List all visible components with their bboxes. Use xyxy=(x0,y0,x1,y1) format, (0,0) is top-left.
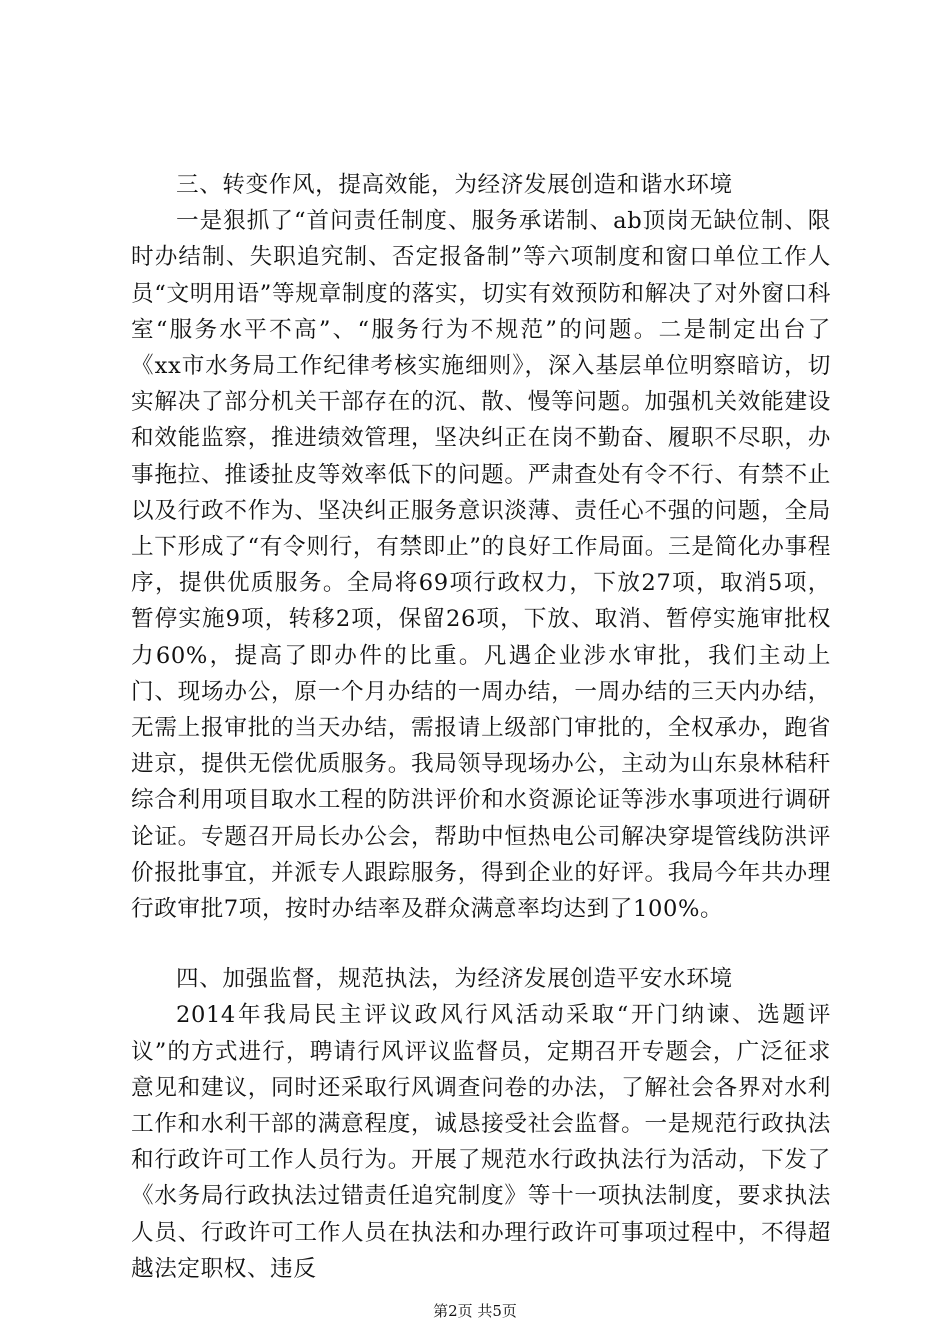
section-spacer xyxy=(131,927,831,961)
section-heading-4: 四、加强监督，规范执法，为经济发展创造平安水环境 xyxy=(176,966,733,993)
section-paragraph-4: 2014年我局民主评议政风行风活动采取“开门纳谏、选题评议”的方式进行，聘请行风评议监督员，定期召开专题会，广泛征求意见和建议，同时还采取行风调查问卷的办法，了解社会各界对水利工作和水利干部的满意程度，诚恳接受社会监督。一是规范行政执法和行政许可工作人员行为。开展了规范水行政执法行为活动，下发了《水务局行政执法过错责任追究制度》等十一项执法制度，要求执法人员、行政许可工作人员在执法和办理行政许可事项过程中，不得超越法定职权、违反 xyxy=(131,1002,831,1282)
page-footer: 第2页 共5页 xyxy=(433,1302,517,1320)
section-heading-3: 三、转变作风，提高效能，为经济发展创造和谐水环境 xyxy=(176,172,733,198)
section-paragraph-3: 一是狠抓了“首问责任制度、服务承诺制、ab顶岗无缺位制、限时办结制、失职追究制、否定报备制”等六项制度和窗口单位工作人员“文明用语”等规章制度的落实，切实有效预防和解决了对外窗口科室“服务水平不高”、“服务行为不规范”的问题。二是制定出台了《xx市水务局工作纪律考核实施细则》，深入基层单位明察暗访，切实解决了部分机关干部存在的沉、散、慢等问题。加强机关效能建设和效能监察，推进绩效管理，坚决纠正在岗不勤奋、履职不尽职，办事拖拉、推诿扯皮等效率低下的问题。严肃查处有令不行、有禁不止以及行政不作为、坚决纠正服务意识淡薄、责任心不强的问题，全局上下形成了“有令则行，有禁即止”的良好工作局面。三是简化办事程序，提供优质服务。全局将69项行政权力，下放27项，取消5项，暂停实施9项，转移2项，保留26项，下放、取消、暂停实施审批权力60%，提高了即办件的比重。凡遇企业涉水审批，我们主动上门、现场办公，原一个月办结的一周办结，一周办结的三天内办结，无需上报审批的当天办结，需报请上级部门审批的，全权承办，跑省进京，提供无偿优质服务。我局领导现场办公，主动为山东泉林秸秆综合利用项目取水工程的防洪评价和水资源论证等涉水事项进行调研论证。专题召开局长办公会，帮助中恒热电公司解决穿堤管线防洪评价报批事宜，并派专人跟踪服务，得到企业的好评。我局今年共办理行政审批7项，按时办结率及群众满意率均达到了100%。 xyxy=(131,208,831,923)
document-body xyxy=(131,167,831,1287)
